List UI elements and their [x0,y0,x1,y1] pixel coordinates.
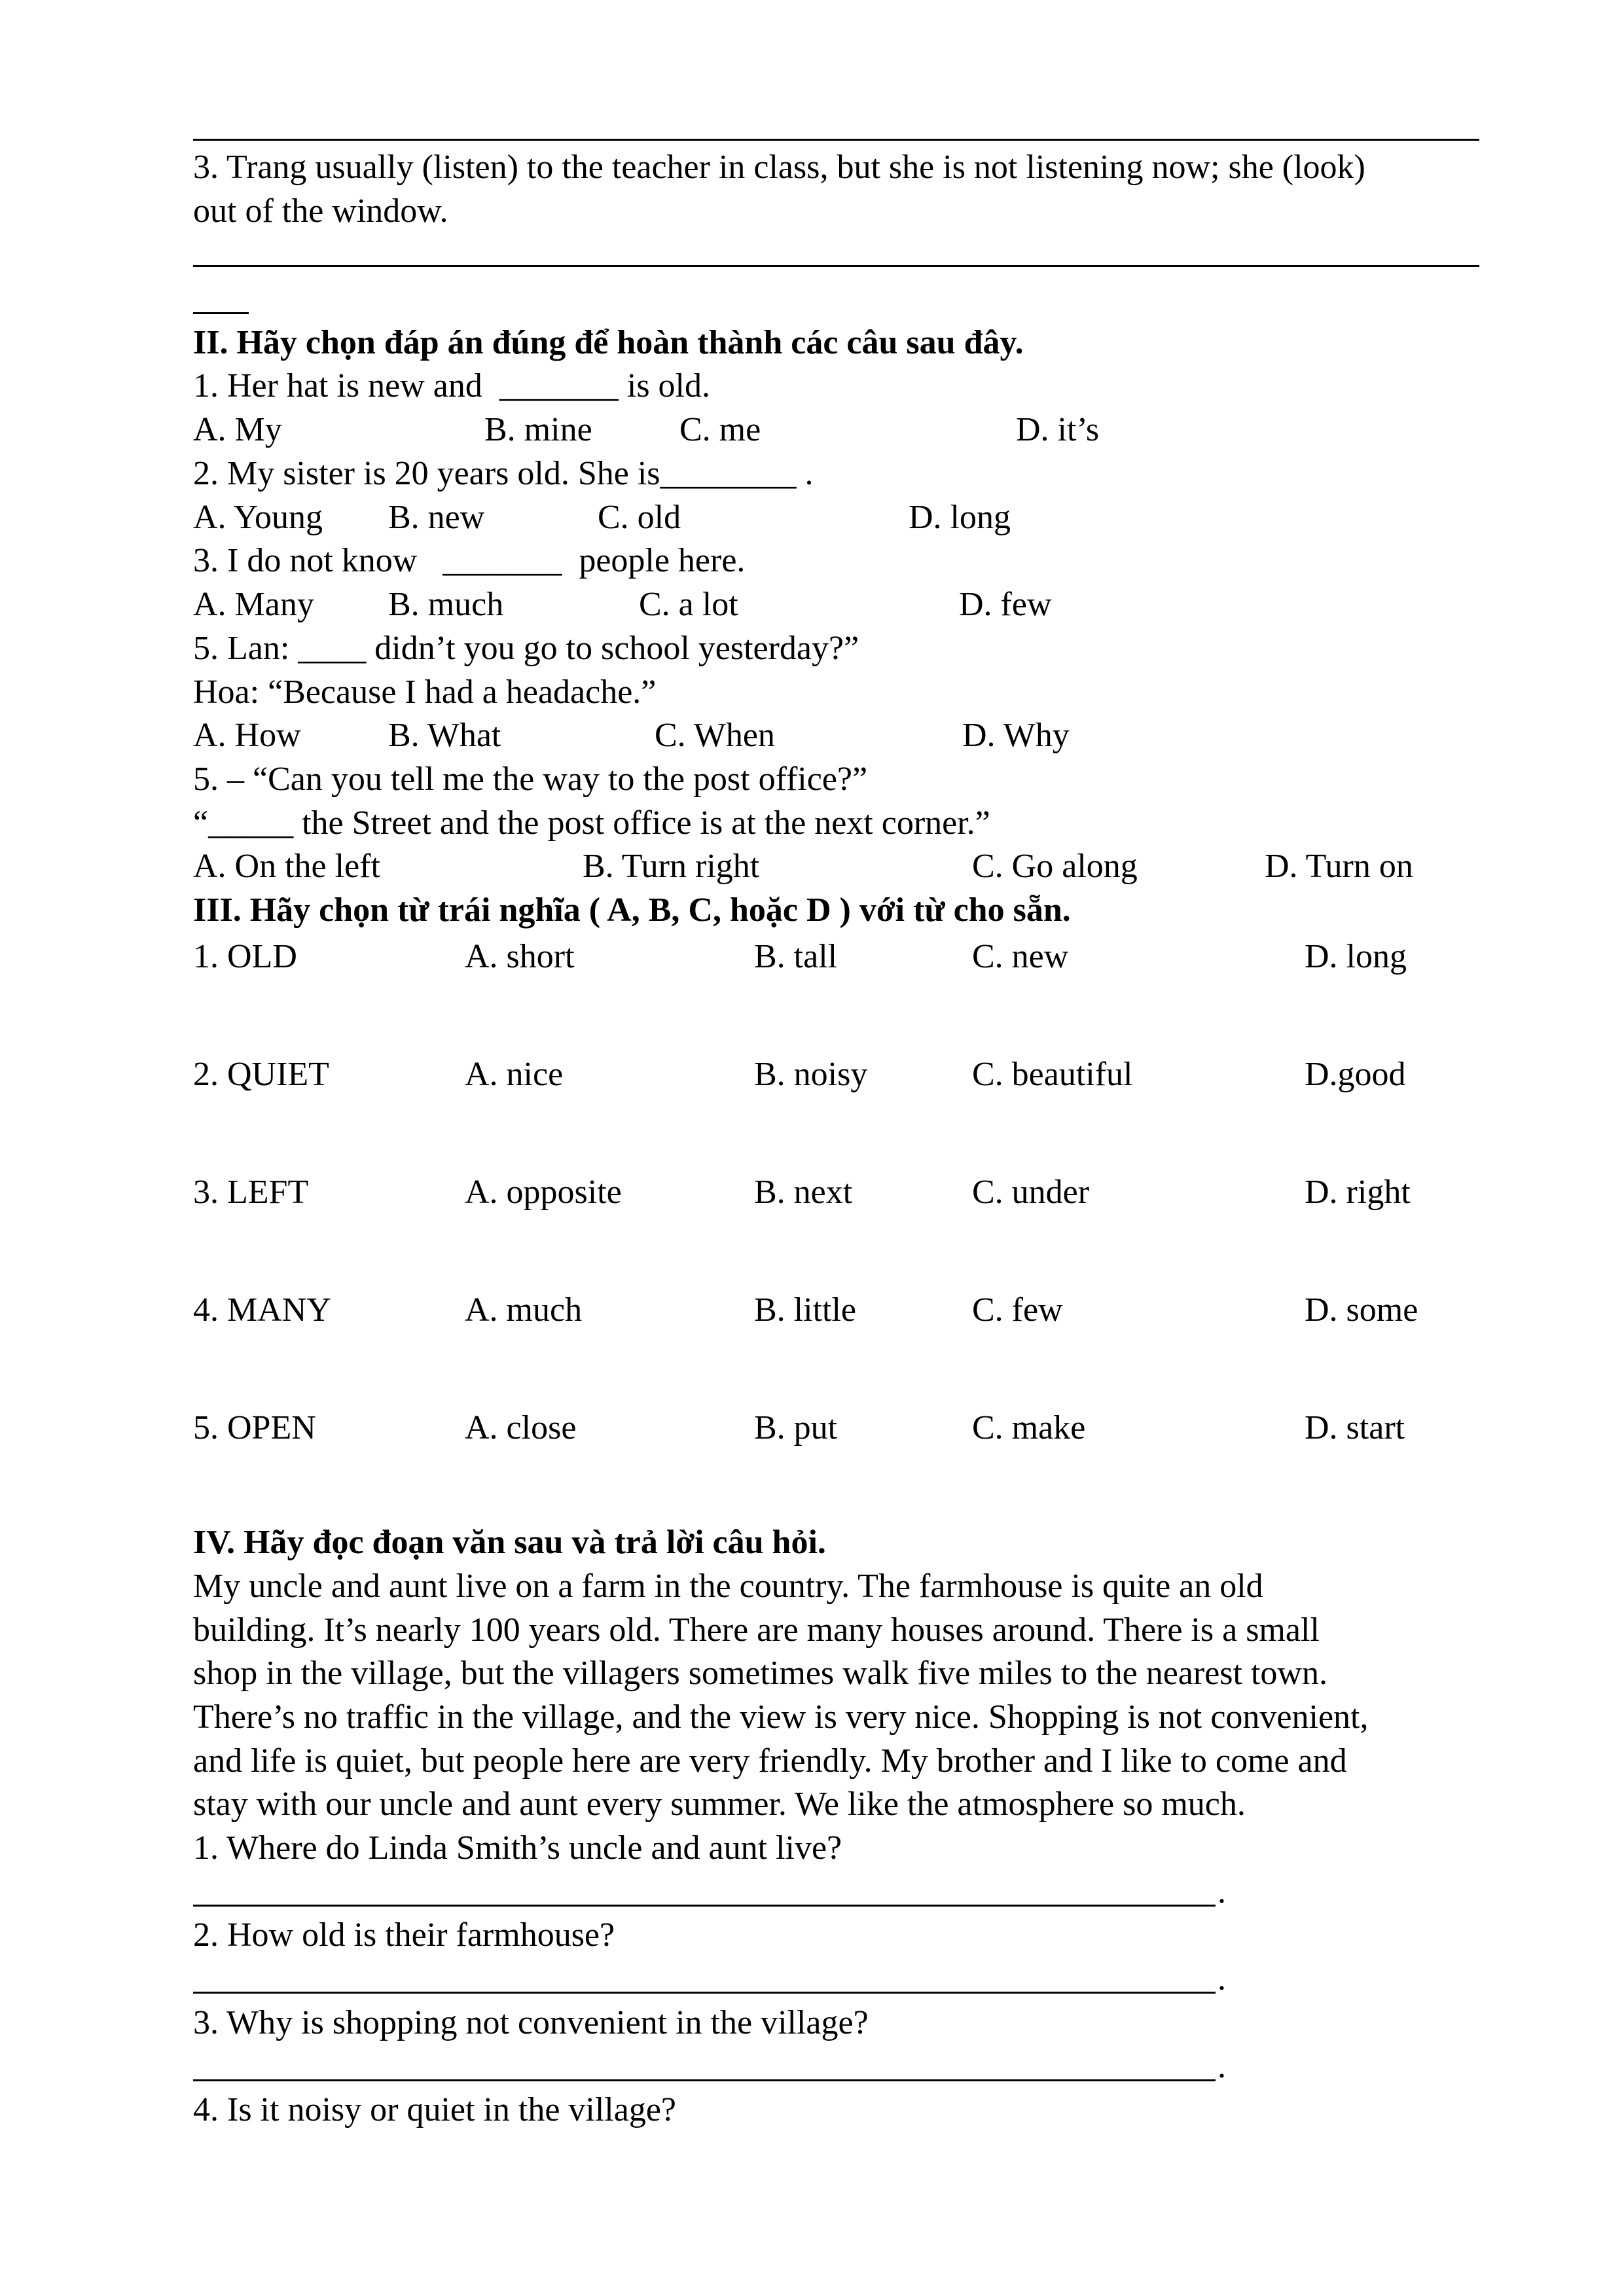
option-c: C. a lot [639,586,738,623]
answer-line [193,1992,1216,1994]
option-c: C. beautiful [972,1056,1133,1093]
question-stem: 2. My sister is 20 years old. She is________ . [193,455,814,492]
option-b: B. little [754,1291,856,1329]
answer-line [193,1905,1216,1907]
target-word: 4. MANY [193,1291,331,1329]
option-b: B. What [388,717,501,754]
section-heading: II. Hãy chọn đáp án đúng để hoàn thành các câu sau đây. [193,324,1024,361]
option-a: A. On the left [193,848,380,885]
question-stem: 3. I do not know _______ people here. [193,542,746,579]
passage-line: My uncle and aunt live on a farm in the country. The farmhouse is quite an old [193,1568,1263,1605]
option-d: D. it’s [1016,411,1100,448]
option-b: B. new [388,499,485,536]
option-d: D. start [1305,1409,1405,1446]
option-d: D.good [1305,1056,1406,1093]
option-d: D. long [1305,938,1407,975]
answer-end-period: . [1218,1960,1226,1998]
passage-line: stay with our uncle and aunt every summer. We like the atmosphere so much. [193,1785,1246,1823]
question-stem: 1. Her hat is new and _______ is old. [193,367,711,404]
option-d: D. long [909,499,1011,536]
option-d: D. right [1305,1174,1411,1211]
option-d: D. Why [962,717,1070,754]
question-stem: 5. – “Can you tell me the way to the post office?” [193,761,868,798]
comprehension-question: 2. How old is their farmhouse? [193,1916,615,1954]
passage-line: There’s no traffic in the village, and the view is very nice. Shopping is not convenient, [193,1698,1369,1736]
option-d: D. some [1305,1291,1418,1329]
passage-line: building. It’s nearly 100 years old. There are many houses around. There is a small [193,1611,1320,1649]
section-heading: IV. Hãy đọc đoạn văn sau và trả lời câu hỏi. [193,1524,826,1561]
option-c: C. old [598,499,681,536]
option-c: C. make [972,1409,1086,1446]
answer-line [193,312,249,314]
option-b: B. next [754,1174,853,1211]
question-stem: Hoa: “Because I had a headache.” [193,673,657,711]
option-a: A. Young [193,499,323,536]
option-d: D. few [959,586,1052,623]
question-stem: 5. Lan: ____ didn’t you go to school yesterday?” [193,630,859,667]
option-b: B. tall [754,938,838,975]
target-word: 1. OLD [193,938,297,975]
option-a: A. much [465,1291,583,1329]
option-a: A. short [465,938,575,975]
target-word: 3. LEFT [193,1174,309,1211]
option-c: C. under [972,1174,1090,1211]
option-c: C. new [972,938,1069,975]
option-c: C. When [655,717,775,754]
option-c: C. few [972,1291,1063,1329]
comprehension-question: 3. Why is shopping not convenient in the village? [193,2004,869,2041]
passage-line: shop in the village, but the villagers sometimes walk five miles to the nearest town. [193,1655,1327,1692]
section-heading: III. Hãy chọn từ trái nghĩa ( A, B, C, hoặc D ) với từ cho sẵn. [193,891,1071,929]
answer-end-period: . [1218,1873,1226,1910]
question-stem: “_____ the Street and the post office is at the next corner.” [193,804,990,842]
option-b: B. Turn right [583,848,760,885]
comprehension-question: 4. Is it noisy or quiet in the village? [193,2091,676,2128]
option-b: B. much [388,586,504,623]
option-a: A. nice [465,1056,564,1093]
target-word: 5. OPEN [193,1409,316,1446]
option-d: D. Turn on [1265,848,1413,885]
comprehension-question: 1. Where do Linda Smith’s uncle and aunt live? [193,1829,842,1867]
question-text: out of the window. [193,192,448,230]
option-a: A. close [465,1409,577,1446]
option-a: A. Many [193,586,314,623]
option-c: C. Go along [972,848,1138,885]
option-a: A. How [193,717,301,754]
option-a: A. opposite [465,1174,622,1211]
option-a: A. My [193,411,282,448]
option-b: B. put [754,1409,838,1446]
option-b: B. mine [484,411,592,448]
option-c: C. me [679,411,761,448]
answer-line [193,2079,1216,2081]
passage-line: and life is quiet, but people here are very friendly. My brother and I like to come and [193,1742,1347,1780]
target-word: 2. QUIET [193,1056,329,1093]
answer-line [193,139,1479,141]
question-text: 3. Trang usually (listen) to the teacher in class, but she is not listening now; she (look) [193,149,1365,186]
answer-end-period: . [1218,2048,1226,2085]
option-b: B. noisy [754,1056,868,1093]
answer-line [193,265,1479,267]
